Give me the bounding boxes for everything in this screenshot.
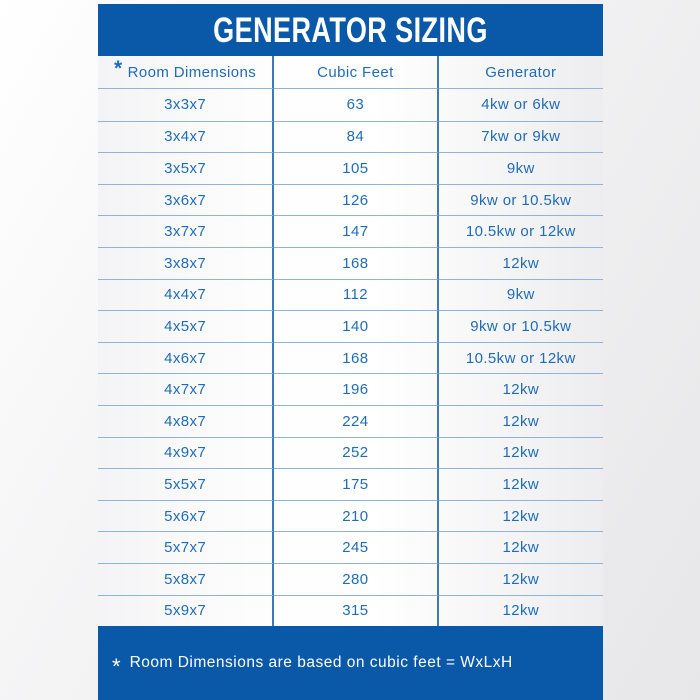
generator-cell: 9kw xyxy=(439,279,603,311)
cubic-feet-cell: 224 xyxy=(274,405,438,437)
generator-cell: 7kw or 9kw xyxy=(439,121,603,153)
title-band xyxy=(98,4,603,56)
generator-cell: 10.5kw or 12kw xyxy=(439,215,603,247)
cubic-feet-cell: 280 xyxy=(274,563,438,595)
table-row xyxy=(98,121,603,153)
table-row xyxy=(98,500,603,532)
generator-cell: 4kw or 6kw xyxy=(481,96,561,114)
generator-header-label: Generator xyxy=(485,63,557,81)
room-dimensions-cell: 3x3x7 xyxy=(98,89,274,121)
generator-cell: 12kw xyxy=(439,373,603,405)
room-dimensions-cell: 3x6x7 xyxy=(98,184,274,216)
room-dimensions-cell: 5x9x7 xyxy=(98,595,274,627)
asterisk-marker: * xyxy=(112,654,121,679)
cubic-feet-cell: 140 xyxy=(274,310,438,342)
cubic-feet-cell: 63 xyxy=(274,89,438,121)
cubic-feet-cell: 147 xyxy=(274,215,438,247)
generator-header xyxy=(439,56,603,89)
table-row xyxy=(98,184,603,216)
room-dimensions-cell: 4x9x7 xyxy=(98,437,274,469)
generator-cell: 9kw or 10.5kw xyxy=(439,184,603,216)
table-row xyxy=(98,152,603,184)
room-dimensions-cell: 3x7x7 xyxy=(98,215,274,247)
generator-cell: 12kw xyxy=(439,405,603,437)
cubic-feet-header xyxy=(274,56,438,89)
cubic-feet-cell: 112 xyxy=(274,279,438,311)
room-dimensions-cell: 3x8x7 xyxy=(98,247,274,279)
generator-cell: 12kw xyxy=(439,595,603,627)
room-dimensions-cell: 5x7x7 xyxy=(98,531,274,563)
table-row xyxy=(98,595,603,627)
cubic-feet-cell: 168 xyxy=(274,247,438,279)
table-row xyxy=(98,279,603,311)
cubic-feet-cell: 315 xyxy=(274,595,438,627)
generator-cell: 12kw xyxy=(439,437,603,469)
table-row xyxy=(98,373,603,405)
cubic-feet-cell: 175 xyxy=(274,468,438,500)
room-dimensions-cell: 4x4x7 xyxy=(98,279,274,311)
table-row xyxy=(98,247,603,279)
room-dimensions-header-label: Room Dimensions xyxy=(127,63,257,81)
generator-cell: 12kw xyxy=(439,500,603,532)
generator-cell: 12kw xyxy=(439,247,603,279)
cubic-feet-header-label: Cubic Feet xyxy=(317,63,394,81)
generator-cell: 9kw or 10.5kw xyxy=(439,310,603,342)
room-dimensions-cell: 3x4x7 xyxy=(98,121,274,153)
room-dimensions-cell: 4x7x7 xyxy=(98,373,274,405)
table-row xyxy=(98,468,603,500)
cubic-feet-cell: 196 xyxy=(274,373,438,405)
table-row xyxy=(98,215,603,247)
cubic-feet-cell: 105 xyxy=(274,152,438,184)
footnote-text: Room Dimensions are based on cubic feet = WxLxH xyxy=(129,654,513,671)
cubic-feet-cell: 252 xyxy=(274,437,438,469)
generator-cell: 9kw xyxy=(439,152,603,184)
table-body xyxy=(98,89,603,626)
generator-sizing-table xyxy=(98,56,603,626)
table-row xyxy=(98,89,603,121)
cubic-feet-cell: 126 xyxy=(274,184,438,216)
cubic-feet-cell: 210 xyxy=(274,500,438,532)
room-dimensions-cell: 4x8x7 xyxy=(98,405,274,437)
room-dimensions-header xyxy=(98,56,274,89)
room-dimensions-cell: 3x5x7 xyxy=(98,152,274,184)
table-row xyxy=(98,342,603,374)
table-header-row xyxy=(98,56,603,89)
table-row xyxy=(98,310,603,342)
asterisk-marker: * xyxy=(114,57,123,80)
cubic-feet-cell: 168 xyxy=(274,342,438,374)
table-row xyxy=(98,563,603,595)
cubic-feet-cell: 245 xyxy=(274,531,438,563)
footnote-band xyxy=(98,626,603,700)
room-dimensions-cell: 4x6x7 xyxy=(98,342,274,374)
generator-cell: 10.5kw or 12kw xyxy=(439,342,603,374)
room-dimensions-cell: 5x5x7 xyxy=(98,468,274,500)
generator-cell: 12kw xyxy=(439,531,603,563)
table-row xyxy=(98,405,603,437)
room-dimensions-cell: 5x6x7 xyxy=(98,500,274,532)
room-dimensions-cell: 5x8x7 xyxy=(98,563,274,595)
page-title: GENERATOR SIZING xyxy=(213,9,488,50)
table-row xyxy=(98,437,603,469)
generator-cell: 12kw xyxy=(439,563,603,595)
table-row xyxy=(98,531,603,563)
generator-cell: 12kw xyxy=(439,468,603,500)
generator-sizing-panel xyxy=(98,4,603,700)
cubic-feet-cell: 84 xyxy=(274,121,438,153)
room-dimensions-cell: 4x5x7 xyxy=(98,310,274,342)
